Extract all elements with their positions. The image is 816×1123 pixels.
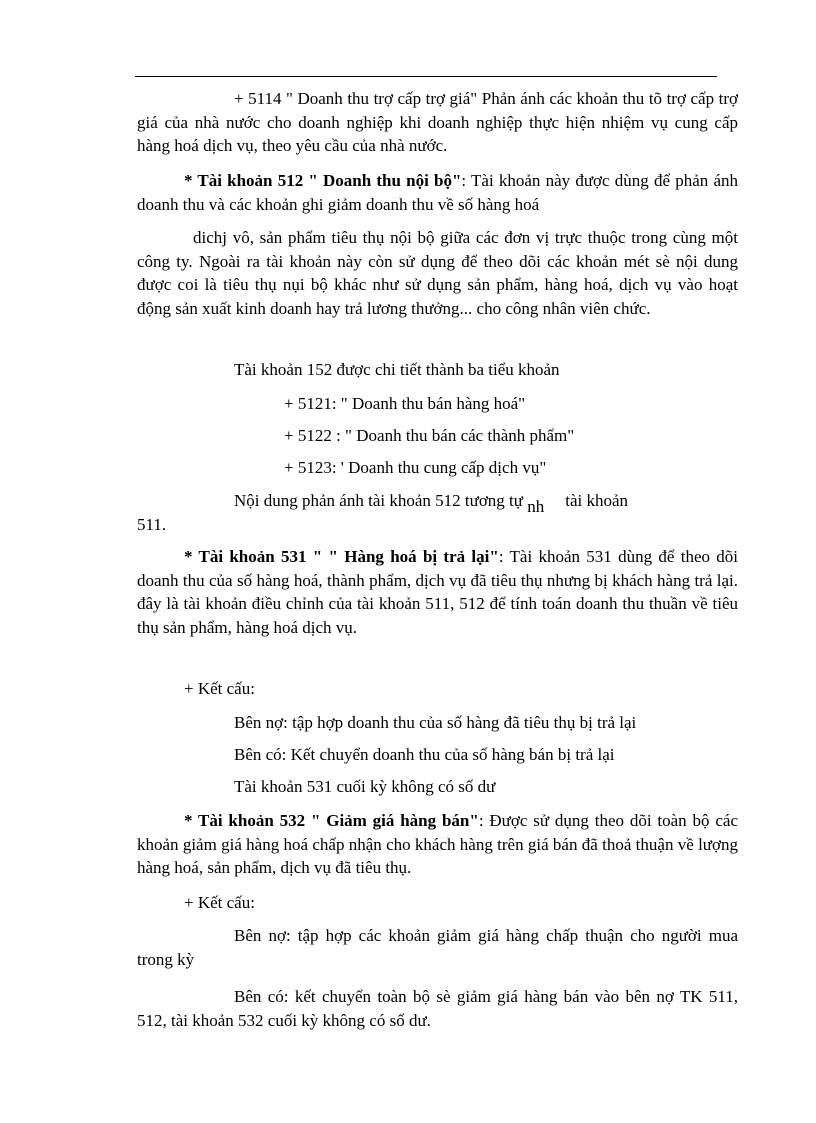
tk531-description: : Tài khoản 531 dùng để theo dõi doanh thu của số hàng hoá, thành phẩm, dịch vụ đã tiêu thụ nhưng bị khách hàng trả lại. đây là tài khoản điều chỉnh của tài khoản 511, 512 để tính toán doanh thu thuần về tiêu thụ sản phẩm, hàng hoá dịch vụ. xyxy=(137,547,738,637)
subaccount-intro: Tài khoản 152 được chi tiết thành ba tiểu khoản xyxy=(234,360,560,379)
subaccount-5123: + 5123: ' Doanh thu cung cấp dịch vụ" xyxy=(284,458,547,477)
credit-side-531: Bên có: Kết chuyển doanh thu của số hàng bán bị trả lại xyxy=(234,745,615,764)
debit-side-531: Bên nợ: tập hợp doanh thu của số hàng đã tiêu thụ bị trả lại xyxy=(234,713,637,732)
header-rule xyxy=(135,76,717,77)
paragraph-tk512-continued: dichj vô, sản phẩm tiêu thụ nội bộ giữa các đơn vị trực thuộc trong cùng một công ty. Ngoài ra tài khoản này còn sử dụng để theo dõi các khoản mét sè nội dung được coi là tiêu thụ nụi bộ khác như sử dụng sản phẩm, hàng hoá, dịch vụ vào hoạt động sản xuất kinh doanh hay trả lương thưởng... cho công nhân viên chức. xyxy=(137,228,738,318)
structure-label-531: + Kết cấu: xyxy=(184,679,255,698)
structure-label-532: + Kết cấu: xyxy=(184,893,255,912)
paragraph-5114: + 5114 " Doanh thu trợ cấp trợ giá" Phản ánh các khoản thu tõ trợ cấp trợ giá của nhà nước cho doanh nghiệp khi doanh nghiệp thực hiện nhiệm vụ cung cấp hàng hoá dịch vụ, theo yêu cầu của nhà nước. xyxy=(137,89,738,156)
tk512-similar-tail: tài khoản xyxy=(565,491,629,510)
tk531-heading: * Tài khoản 531 " " Hàng hoá bị trả lại" xyxy=(184,547,499,566)
subaccount-5121: + 5121: " Doanh thu bán hàng hoá" xyxy=(284,394,526,413)
paragraph-tk512-similar-end: 511. xyxy=(137,515,167,534)
tk532-description: : Được sử dụng theo dõi toàn bộ các khoản giảm giá hàng hoá chấp nhận cho khách hàng trên giá bán đã thoả thuận về lượng hàng hoá, sản phẩm, dịch vụ đã tiêu thụ. xyxy=(137,811,738,878)
tk532-heading: * Tài khoản 532 " Giảm giá hàng bán" xyxy=(184,811,479,830)
paragraph-tk532 xyxy=(137,809,738,880)
paragraph-tk512 xyxy=(137,169,738,216)
paragraph-tk512-similar xyxy=(234,489,629,516)
tk512-description: : Tài khoản này được dùng để phản ánh doanh thu và các khoản ghi giảm doanh thu về số hàng hoá xyxy=(137,171,738,214)
tk512-similar-nh: nh xyxy=(527,497,545,516)
tk512-heading: * Tài khoản 512 " Doanh thu nội bộ" xyxy=(184,171,462,190)
credit-side-532: Bên có: kết chuyển toàn bộ sè giảm giá hàng bán vào bên nợ TK 511, 512, tài khoản 532 cuối kỳ không có số dư. xyxy=(137,987,738,1030)
paragraph-tk531 xyxy=(137,545,738,639)
debit-side-532: Bên nợ: tập hợp các khoản giảm giá hàng chấp thuận cho người mua trong kỳ xyxy=(137,926,738,969)
subaccount-5122: + 5122 : " Doanh thu bán các thành phẩm" xyxy=(284,426,575,445)
balance-note-531: Tài khoản 531 cuối kỳ không có số dư xyxy=(234,777,496,796)
tk512-similar-text: Nội dung phản ánh tài khoản 512 tương tự xyxy=(234,491,523,510)
